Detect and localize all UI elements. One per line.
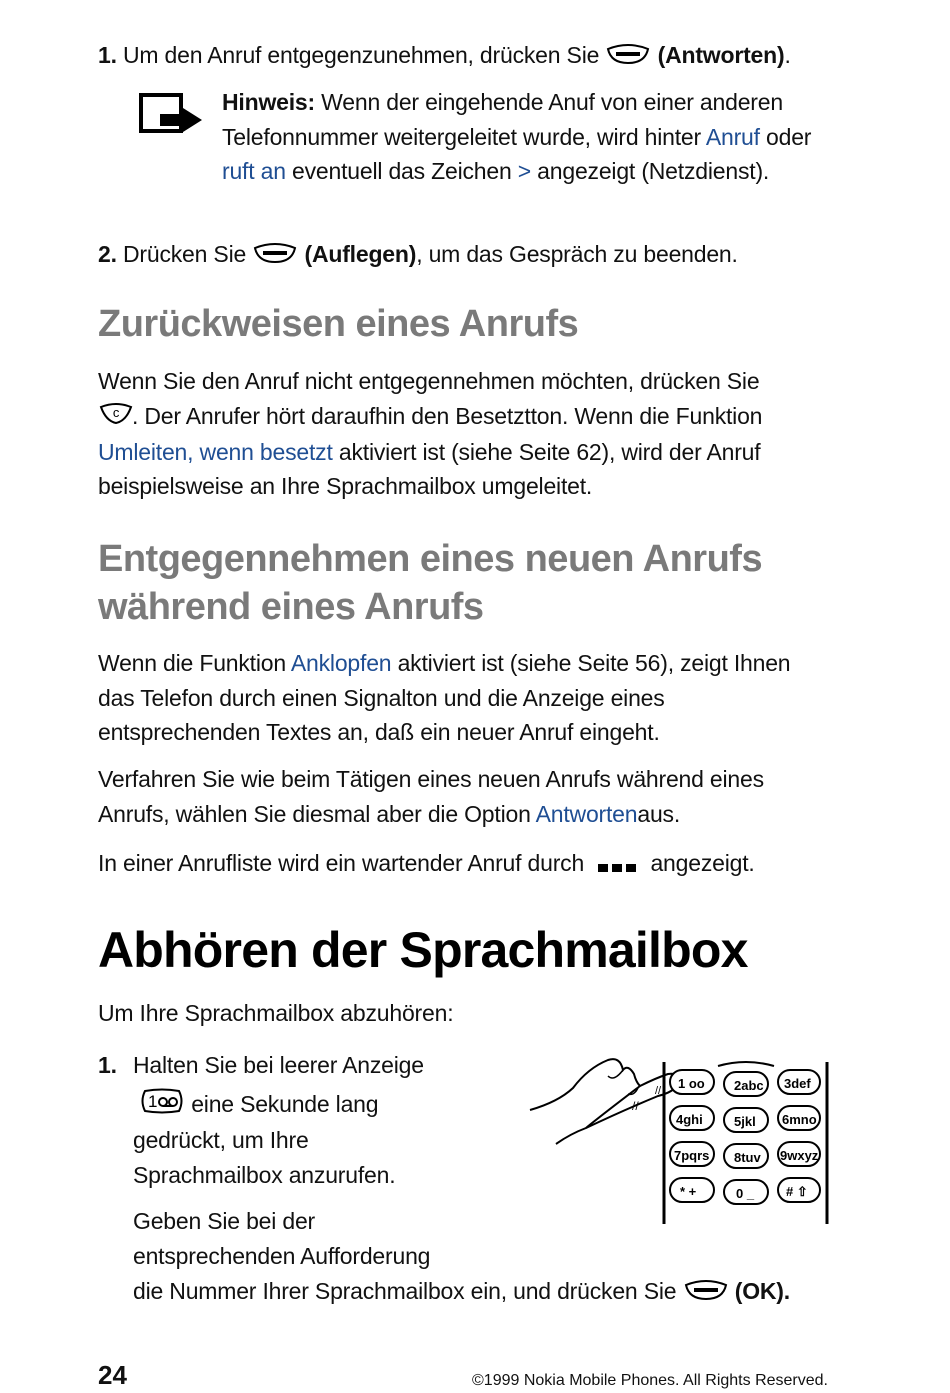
svg-text:c: c <box>112 405 120 421</box>
key-2 <box>724 1072 768 1096</box>
selection-key-icon <box>605 40 651 75</box>
page-number: 24 <box>98 1360 127 1390</box>
note-label: Hinweis: <box>222 89 315 115</box>
step-line-5: Geben Sie bei der <box>133 1208 316 1235</box>
punct: . <box>784 42 791 68</box>
svg-text://: // <box>632 1099 639 1113</box>
link-greater-than[interactable]: > <box>517 158 531 184</box>
reject-text-3: aktiviert ist (siehe Seite 62), wird der Anruf beispielsweise an Ihre Sprachmailbox umgeleitet. <box>98 438 761 500</box>
heading-line-2: während eines Anrufs <box>98 586 484 628</box>
heading-line-1: Entgegennehmen eines neuen Anrufs <box>98 538 763 580</box>
svg-text:9wxyz: 9wxyz <box>780 1148 819 1163</box>
step-line-3: gedrückt, um Ihre <box>133 1127 309 1154</box>
link-umleiten-wenn-besetzt[interactable]: Umleiten, wenn besetzt <box>98 438 333 465</box>
waiting-text-1: Wenn die Funktion <box>98 650 291 676</box>
key-label: (Antworten) <box>657 42 785 68</box>
note-text <box>222 85 842 189</box>
step-number: 1. <box>98 42 117 68</box>
selection-key-icon <box>683 1276 729 1311</box>
clear-key-icon <box>98 400 134 435</box>
step-line-1: Halten Sie bei leerer Anzeige <box>133 1052 424 1078</box>
reject-paragraph <box>98 364 838 504</box>
key-1 <box>670 1070 714 1094</box>
step-line-7: die Nummer Ihrer Sprachmailbox ein, und drücken Sie <box>133 1278 677 1304</box>
step-line-2-wrap <box>133 1087 513 1124</box>
svg-text:7pqrs: 7pqrs <box>674 1148 710 1163</box>
svg-text:3def: 3def <box>784 1076 811 1091</box>
step-text: Um den Anruf entgegenzunehmen, drücken Sie <box>123 42 600 68</box>
svg-text:8tuv: 8tuv <box>734 1150 761 1165</box>
voicemail-step-1-last-line <box>133 1274 853 1310</box>
step-line-6: entsprechenden Aufforderung <box>133 1242 431 1269</box>
keypad-illustration <box>528 1052 838 1237</box>
key-label: (Auflegen) <box>304 241 417 267</box>
key-6 <box>778 1106 820 1130</box>
heading-reject-call: Zurückweisen eines Anrufs <box>98 303 579 345</box>
step-text: Drücken Sie <box>123 241 247 267</box>
svg-text:1: 1 <box>148 1091 158 1111</box>
waiting-text-6: angezeigt. <box>650 850 755 876</box>
svg-text:5jkl: 5jkl <box>734 1114 756 1129</box>
waiting-paragraph-1 <box>98 646 828 750</box>
note-text-4: angezeigt (Netzdienst). <box>530 158 770 184</box>
voicemail-step-1 <box>133 1048 513 1273</box>
answer-step-2 <box>98 237 858 273</box>
key-hash <box>778 1178 820 1202</box>
waiting-paragraph-3 <box>98 846 858 882</box>
note-text-2: oder <box>759 123 812 150</box>
waiting-text-2: aktiviert ist (siehe Seite 56), zeigt Ihnen das Telefon durch einen Signalton und die Anzeige eines entsprechenden Textes an, daß ein neuer Anruf eingeht. <box>98 650 791 745</box>
key-label: (OK). <box>734 1278 790 1304</box>
step-number: 2. <box>98 241 117 267</box>
step-line-2: eine Sekunde lang <box>185 1090 379 1117</box>
voicemail-intro: Um Ihre Sprachmailbox abzuhören: <box>98 1000 454 1026</box>
link-antworten[interactable]: Antworten <box>535 800 638 827</box>
heading-call-waiting <box>98 535 858 631</box>
link-ruft-an[interactable]: ruft an <box>222 158 286 184</box>
selection-key-icon <box>252 239 298 274</box>
svg-text:0 _: 0 _ <box>736 1186 755 1201</box>
key-3 <box>778 1070 820 1094</box>
reject-text-1: Wenn Sie den Anruf nicht entgegennehmen möchten, drücken Sie <box>98 368 760 394</box>
svg-text://: // <box>655 1085 662 1097</box>
voicemail-step-number <box>98 1048 117 1083</box>
key-8 <box>724 1144 768 1168</box>
key-5 <box>724 1108 768 1132</box>
svg-text:* +: * + <box>680 1184 697 1199</box>
note-text-1: Wenn der eingehende Anuf von einer anderen Telefonnummer weitergeleitet wurde, wird hinter <box>222 89 783 150</box>
link-anklopfen[interactable]: Anklopfen <box>290 650 392 676</box>
reject-text-2: . Der Anrufer hört daraufhin den Besetztton. Wenn die Funktion <box>132 402 763 429</box>
key-4 <box>670 1106 714 1130</box>
heading-voicemail: Abhören der Sprachmailbox <box>98 922 748 978</box>
waiting-text-5: In einer Anrufliste wird ein wartender Anruf durch <box>98 850 585 876</box>
waiting-paragraph-2 <box>98 762 838 831</box>
key-9 <box>778 1142 820 1166</box>
step-line-4: Sprachmailbox anzurufen. <box>133 1161 396 1188</box>
step-text-after: , um das Gespräch zu beenden. <box>416 241 738 267</box>
step-number: 1. <box>98 1052 117 1078</box>
key-1-voicemail-icon <box>139 1088 185 1124</box>
key-0 <box>724 1180 768 1204</box>
answer-step-1 <box>98 38 858 74</box>
svg-text:1 oo: 1 oo <box>678 1076 705 1091</box>
copyright: ©1999 Nokia Mobile Phones. All Rights Reserved. <box>472 1372 828 1389</box>
key-star <box>670 1178 714 1202</box>
waiting-text-4: aus. <box>637 800 681 827</box>
note-text-3: eventuell das Zeichen <box>285 158 518 184</box>
hand-pressing-key-illustration <box>528 1052 838 1232</box>
key-7 <box>670 1142 714 1166</box>
svg-text:6mno: 6mno <box>782 1112 817 1127</box>
link-anruf[interactable]: Anruf <box>705 123 760 150</box>
svg-text:# ⇧: # ⇧ <box>786 1184 808 1199</box>
waiting-text-3: Verfahren Sie wie beim Tätigen eines neuen Anrufs während eines Anrufs, wählen Sie diesmal aber die Option <box>98 766 764 827</box>
svg-text:2abc: 2abc <box>734 1078 764 1093</box>
note-icon <box>138 92 204 143</box>
svg-text:4ghi: 4ghi <box>676 1112 703 1127</box>
waiting-call-icon <box>598 848 636 883</box>
